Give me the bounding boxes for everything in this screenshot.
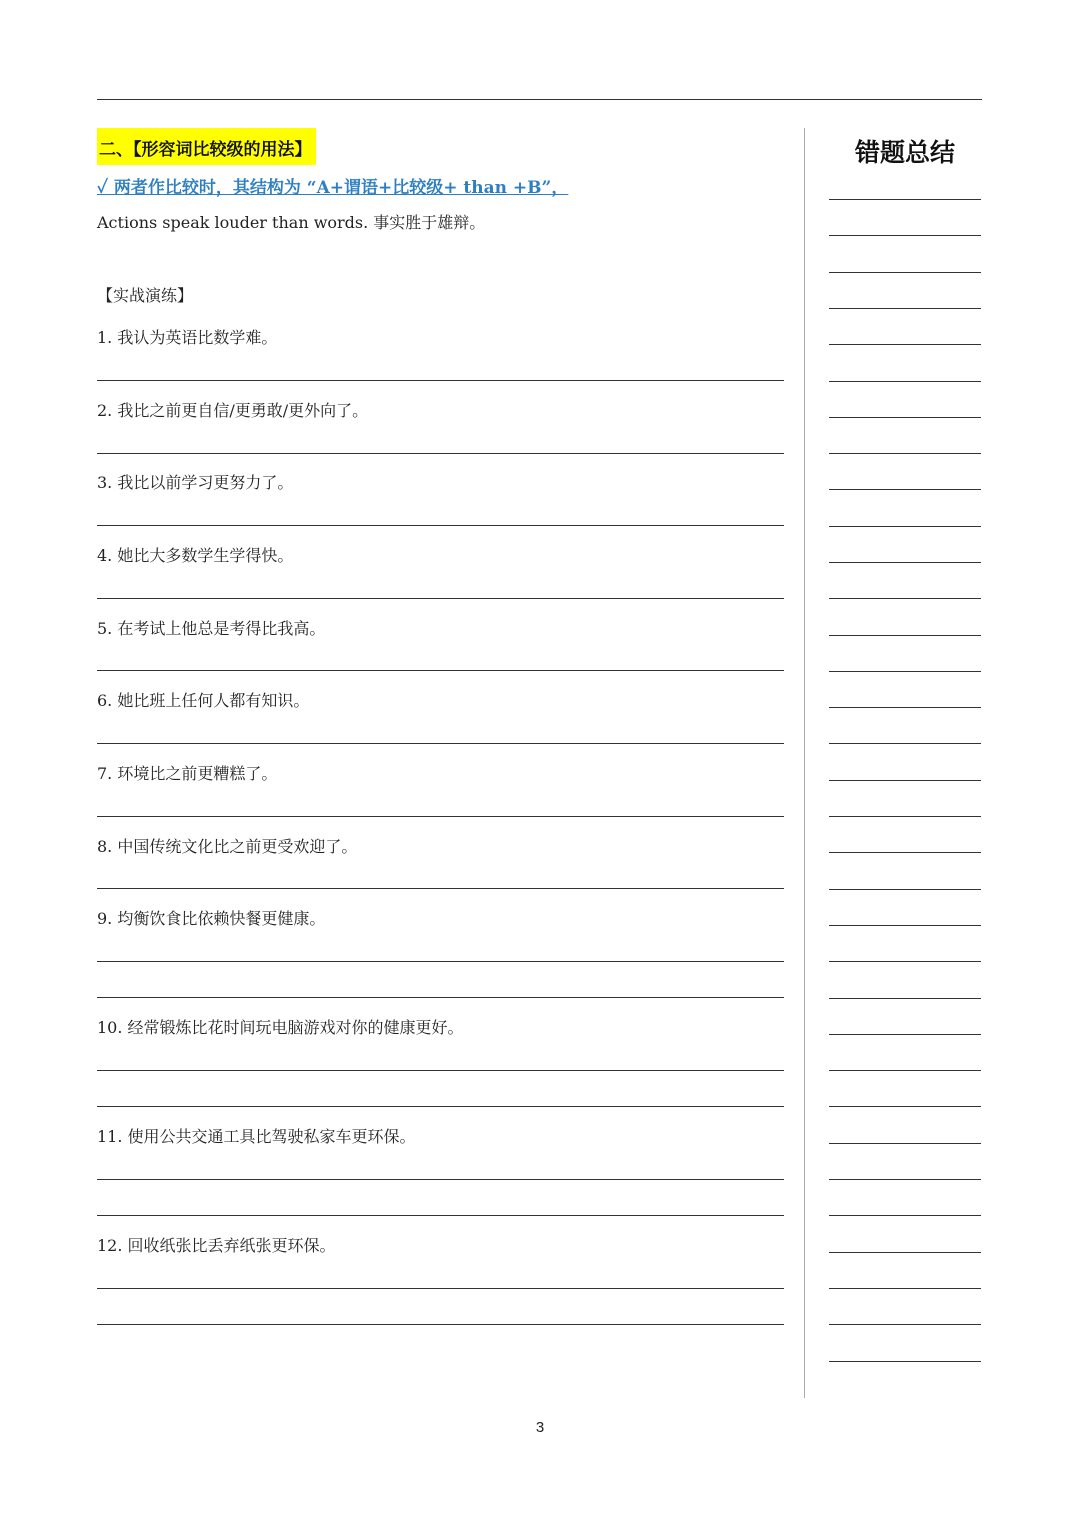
- answer-line[interactable]: [97, 1324, 784, 1325]
- note-line[interactable]: [829, 272, 981, 273]
- note-line[interactable]: [829, 526, 981, 527]
- question-3: 3. 我比以前学习更努力了。: [97, 473, 294, 492]
- note-line[interactable]: [829, 671, 981, 672]
- sidebar-title: 错题总结: [854, 138, 955, 167]
- note-line[interactable]: [829, 308, 981, 309]
- note-line[interactable]: [829, 1070, 981, 1071]
- answer-line[interactable]: [97, 1288, 784, 1289]
- question-4: 4. 她比大多数学生学得快。: [97, 546, 294, 565]
- answer-line[interactable]: [97, 670, 784, 671]
- question-7: 7. 环境比之前更糟糕了。: [97, 764, 278, 783]
- note-line[interactable]: [829, 816, 981, 817]
- note-line[interactable]: [829, 1288, 981, 1289]
- note-line[interactable]: [829, 925, 981, 926]
- note-line[interactable]: [829, 417, 981, 418]
- note-line[interactable]: [829, 489, 981, 490]
- question-5: 5. 在考试上他总是考得比我高。: [97, 619, 326, 638]
- structure-rule: ✓ 两者作比较时，其结构为 “A+谓语+比较级+ than +B”，: [97, 178, 569, 198]
- note-line[interactable]: [829, 707, 981, 708]
- question-10: 10. 经常锻炼比花时间玩电脑游戏对你的健康更好。: [97, 1018, 464, 1037]
- note-line[interactable]: [829, 1034, 981, 1035]
- question-1: 1. 我认为英语比数学难。: [97, 328, 278, 347]
- question-11: 11. 使用公共交通工具比驾驶私家车更环保。: [97, 1127, 416, 1146]
- answer-line[interactable]: [97, 888, 784, 889]
- question-9: 9. 均衡饮食比依赖快餐更健康。: [97, 909, 326, 928]
- answer-line[interactable]: [97, 525, 784, 526]
- answer-line[interactable]: [97, 453, 784, 454]
- note-line[interactable]: [829, 199, 981, 200]
- note-line[interactable]: [829, 743, 981, 744]
- note-line[interactable]: [829, 635, 981, 636]
- note-line[interactable]: [829, 562, 981, 563]
- note-line[interactable]: [829, 1143, 981, 1144]
- note-line[interactable]: [829, 889, 981, 890]
- answer-line[interactable]: [97, 961, 784, 962]
- question-list: [97, 0, 785, 1527]
- answer-line[interactable]: [97, 743, 784, 744]
- column-divider: [804, 128, 805, 1398]
- note-line[interactable]: [829, 998, 981, 999]
- answer-line[interactable]: [97, 816, 784, 817]
- answer-line[interactable]: [97, 380, 784, 381]
- answer-line[interactable]: [97, 1070, 784, 1071]
- note-line[interactable]: [829, 1324, 981, 1325]
- note-line[interactable]: [829, 344, 981, 345]
- answer-line[interactable]: [97, 1215, 784, 1216]
- note-line[interactable]: [829, 1252, 981, 1253]
- note-line[interactable]: [829, 1106, 981, 1107]
- note-line[interactable]: [829, 598, 981, 599]
- section-heading: 二、【形容词比较级的用法】: [97, 128, 316, 165]
- practice-label: 【实战演练】: [97, 286, 194, 305]
- example-sentence: Actions speak louder than words. 事实胜于雄辩。: [97, 213, 486, 232]
- note-line[interactable]: [829, 453, 981, 454]
- note-line[interactable]: [829, 1361, 981, 1362]
- answer-line[interactable]: [97, 997, 784, 998]
- question-2: 2. 我比之前更自信/更勇敢/更外向了。: [97, 401, 369, 420]
- note-line[interactable]: [829, 1179, 981, 1180]
- page-number: 3: [535, 1419, 545, 1436]
- note-line[interactable]: [829, 235, 981, 236]
- note-line[interactable]: [829, 852, 981, 853]
- answer-line[interactable]: [97, 1179, 784, 1180]
- note-line[interactable]: [829, 1215, 981, 1216]
- note-line[interactable]: [829, 780, 981, 781]
- answer-line[interactable]: [97, 598, 784, 599]
- question-12: 12. 回收纸张比丢弃纸张更环保。: [97, 1236, 336, 1255]
- question-6: 6. 她比班上任何人都有知识。: [97, 691, 310, 710]
- question-8: 8. 中国传统文化比之前更受欢迎了。: [97, 837, 358, 856]
- note-line[interactable]: [829, 381, 981, 382]
- answer-line[interactable]: [97, 1106, 784, 1107]
- note-line[interactable]: [829, 961, 981, 962]
